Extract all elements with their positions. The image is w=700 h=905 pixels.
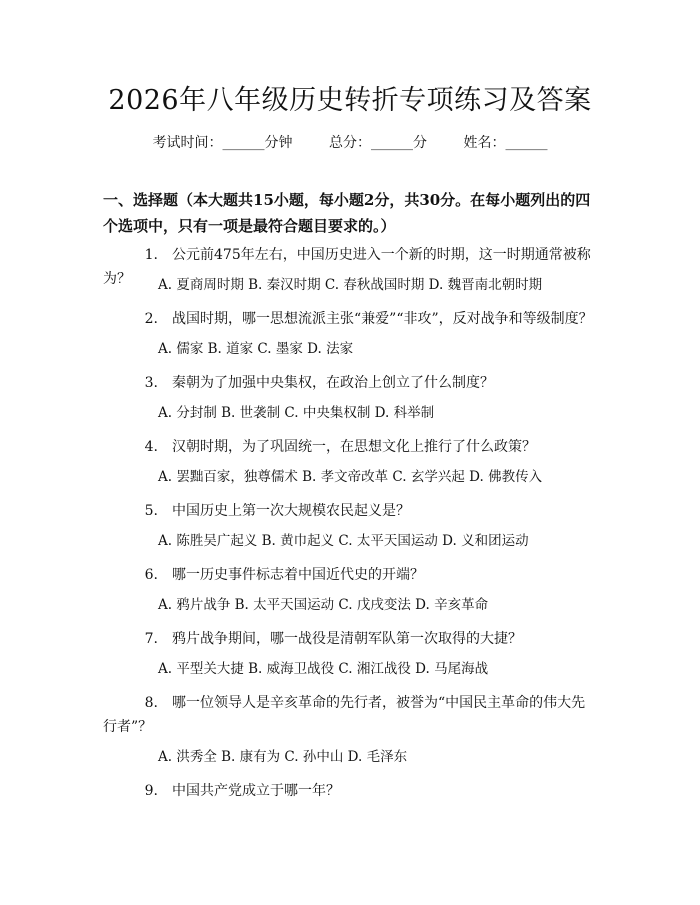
question-3 (103, 371, 595, 395)
question-text: 中国历史上第一次大规模农民起义是？ (172, 503, 410, 519)
question-9 (103, 779, 595, 803)
question-2 (103, 307, 595, 331)
question-number: 5. (144, 503, 158, 519)
question-7 (103, 627, 595, 651)
question-number: 4. (144, 439, 158, 455)
time-field: 考试时间：______分钟 (152, 135, 293, 151)
question-number: 7. (144, 631, 158, 647)
question-text: 汉朝时期，为了巩固统一，在思想文化上推行了什么政策？ (172, 439, 536, 455)
question-text: 哪一历史事件标志着中国近代史的开端？ (172, 567, 424, 583)
question-8-options: A. 洪秀全 B. 康有为 C. 孙中山 D. 毛泽东 (158, 749, 408, 765)
question-4 (103, 435, 595, 459)
question-number: 3. (144, 375, 158, 391)
question-number: 9. (144, 783, 158, 799)
question-6-options: A. 鸦片战争 B. 太平天国运动 C. 戊戌变法 D. 辛亥革命 (158, 597, 489, 613)
question-number: 2. (144, 311, 158, 327)
exam-meta (0, 132, 700, 152)
name-field: 姓名：______ (463, 135, 548, 151)
question-8 (103, 691, 595, 739)
question-number: 1. (144, 247, 158, 263)
question-3-options: A. 分封制 B. 世袭制 C. 中央集权制 D. 科举制 (158, 405, 435, 421)
question-5-options: A. 陈胜吴广起义 B. 黄巾起义 C. 太平天国运动 D. 义和团运动 (158, 533, 529, 549)
section-heading: 一、选择题（本大题共15小题，每小题2分，共30分。在每小题列出的四个选项中，只有一项是最符合题目要求的。） (103, 191, 591, 235)
question-number: 8. (144, 695, 158, 711)
question-6 (103, 563, 595, 587)
question-7-options: A. 平型关大捷 B. 威海卫战役 C. 湘江战役 D. 马尾海战 (158, 661, 489, 677)
question-text: 战国时期，哪一思想流派主张“兼爱”“非攻”，反对战争和等级制度？ (172, 311, 593, 327)
question-text: 哪一位领导人是辛亥革命的先行者，被誉为“中国民主革命的伟大先行者”？ (103, 695, 586, 735)
question-1-options: A. 夏商周时期 B. 秦汉时期 C. 春秋战国时期 D. 魏晋南北朝时期 (158, 277, 543, 293)
question-text: 鸦片战争期间，哪一战役是清朝军队第一次取得的大捷？ (172, 631, 522, 647)
question-number: 6. (144, 567, 158, 583)
question-text: 公元前475年左右，中国历史进入一个新的时期，这一时期通常被称为？ (103, 247, 591, 287)
question-4-options: A. 罢黜百家，独尊儒术 B. 孝文帝改革 C. 玄学兴起 D. 佛教传入 (158, 469, 543, 485)
score-field: 总分：______分 (329, 135, 427, 151)
question-5 (103, 499, 595, 523)
document-title: 2026年八年级历史转折专项练习及答案 (108, 85, 592, 116)
question-text: 中国共产党成立于哪一年？ (172, 783, 340, 799)
question-text: 秦朝为了加强中央集权，在政治上创立了什么制度？ (172, 375, 494, 391)
question-2-options: A. 儒家 B. 道家 C. 墨家 D. 法家 (158, 341, 354, 357)
